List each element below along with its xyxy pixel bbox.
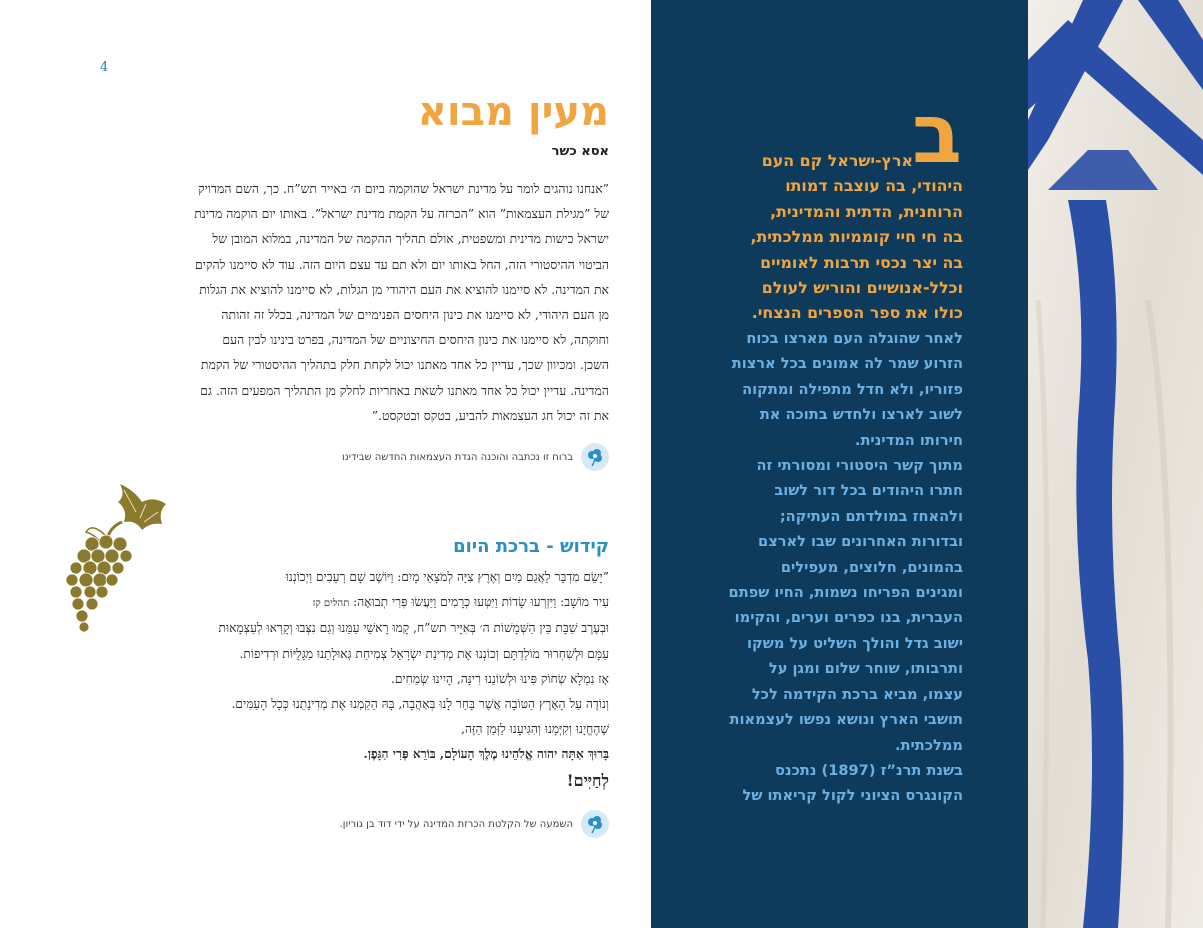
note-recording [340,810,609,838]
declaration-line: לשוב לארצו ולחדש בתוכה את [759,406,963,424]
author-name: אסא כשר [551,144,609,159]
intro-paragraph [103,176,609,428]
declaration-line: בה חי חיי קוממיות ממלכתית, [750,227,963,247]
declaration-opening [701,148,963,326]
kiddush-text [109,565,609,793]
kiddush-line: שֶׁהֶחֱיָנוּ וְקִיְּמָנוּ וְהִגִּיעָנוּ לַזְּמַן הַזֶּה, [461,722,609,737]
flower-badge-icon [581,810,609,838]
kiddush-line: וְנוֹדֶה עַל הָאָרֶץ הַטּוֹבָה אֲשֶׁר בָּחַר לָנוּ בְּאַהֲבָה, בָּהּ הֵקַמְנוּ אֶת מְדִינָתֵנוּ כְּכָל הָעַמִּים. [231,697,609,712]
note-text: ברוח זו נכתבה והוכנה הגדת העצמאות החדשה שבידינו [342,451,573,463]
kiddush-line-text: עִיר מוֹשָׁב: וַיִּזְרְעוּ שָׂדוֹת וַיִּטְּעוּ כְרָמִים וַיַּעֲשׂוּ פְּרִי תְבוּאָה: [353,595,609,610]
declaration-line: ובדורות האחרונים שבו לארצם [758,533,963,551]
page-number: 4 [100,60,109,75]
kiddush-line: עַמָּם וּלְשִׁחְרוּר מוֹלַדְתָּם וְכוֹנְנוּ אֶת מְדִינַת יִשְׂרָאֵל צְמִיחַת גְּאוּלָתֵנוּ מִגָּלֻיּוֹת וּרְדִיפוֹת. [239,646,609,661]
kiddush-title: קידוש - ברכת היום [453,536,609,557]
declaration-line: וכלל-אנושיים והוריש לעולם [761,278,963,298]
note-text: השמעה של הקלטת הכרזת המדינה על ידי דוד בן גוריון. [339,818,573,830]
kiddush-line [109,590,609,616]
kiddush-line: אָז נִמְלָא שְׂחוֹק פִּינוּ וּלְשׁוֹנֵנוּ רִינָּה, הָיִינוּ שְׂמֵחִים. [390,671,609,686]
intro-line: ישראל כישות מדינית ומשפטית, אולם תהליך ההקמה של המדינה, במלוא המובן של [212,231,609,247]
intro-line: מן העם היהודי, לא סיימנו את כינון היחסים הפנימיים של המדינה, בכלל זה זהותה [221,307,609,323]
declaration-line: הזרוע שמר לה אמונים בכל ארצות [731,355,963,373]
kiddush-blessing: בָּרוּךְ אַתָּה יהוה אֱלֹהֵינוּ מֶלֶךְ הָעוֹלָם, בּוֹרֵא פְּרִי הַגָּפֶן. [363,747,609,762]
declaration-line: חתרו היהודים בכל דור לשוב [774,482,963,500]
declaration-line: הקונגרס הציוני לקול קריאתו של [742,787,963,805]
flower-badge-icon [581,443,609,471]
kiddush-line: וּבְעֶרֶב שַׁבָּת בֵּין הַשְּׁמָשׁוֹת ה׳ בְּאִיָּיר תש”ח, קָמוּ רָאשֵׁי עַמֵּנוּ וְגַם נִצְּבוּ וְקָרְאוּ לְעַצְמָאוּת [218,621,609,636]
declaration-line: ולהאחז במולדתם העתיקה; [779,507,963,525]
intro-line: הביטוי ההיסטורי הזה, החל באותו יום ולא תם עד עצם היום הזה. עוד לא סיימנו להקים [194,256,609,272]
intro-line: של ”מגילת העצמאות” הוא ”הכרזה על הקמת מדינת ישראל”. באותו יום הוקמה מדינת [194,206,609,222]
declaration-line: ישוב גדל והולך השליט על משקו [747,634,963,652]
note-spirit [342,443,609,471]
declaration-line: העברית, בנו כפרים וערים, והקימו [734,609,963,627]
flag-fabric-illustration [1028,0,1203,928]
page-title: מעין מבוא [417,89,609,135]
declaration-line: עצמו, מביא ברכת הקידמה לכל [751,685,963,703]
intro-line: השכן. ומכיוון שכך, עדיין כל אחד מאתנו יכול לקחת חלק בתהליך ההיסטורי של הקמת [200,357,609,373]
declaration-line: פזוריו, ולא חדל מתפילה ומתקוה [742,380,963,398]
declaration-line: תושבי הארץ ונושא נפשו לעצמאות [729,711,963,729]
declaration-line: מתוך קשר היסטורי ומסורתי זה [756,457,963,475]
declaration-line: ומגינים הפריחו נשמות, החיו שפתם [728,584,963,602]
intro-line: את המדינה. לא סיימנו להוציא את העם היהודי מן הגלות, לא סיימנו להוציא את הגלות [199,281,609,297]
declaration-body [701,326,963,809]
declaration-line: בה יצר נכסי תרבות לאומיים [760,252,963,272]
declaration-line: חירותו המדינית. [854,431,963,449]
declaration-line: ותרבותו, שוחר שלום ומגן על [768,660,963,678]
declaration-line: בהמונים, חלוצים, מעפילים [780,558,963,576]
intro-line: המדינה. עדיין יכול כל אחד מאתנו לשאת באחריות לחלק מן התהליך המפעים הזה. גם [200,382,609,398]
intro-line: וחוקתה, לא סיימנו את כינון היחסים החיצוניים של המדינה, בפרט בינינו לבין העם [222,332,609,348]
flag-photo [1028,0,1203,928]
declaration-line: בשנת תרנ”ז (1897) נתכנס [775,761,963,779]
declaration-line: לאחר שהוגלה העם מארצו בכוח [746,330,963,347]
declaration-line: ממלכתית. [895,736,963,754]
drop-cap: ב [912,87,963,182]
kiddush-reference: תהלים קז [312,598,350,610]
intro-line: ”אנחנו נוהגים לומר על מדינת ישראל שהוקמה ביום ה׳ באייר תש”ח. כך, השם המדויק [197,181,609,196]
declaration-line: היהודי, בה עוצבה דמותו [785,176,963,196]
declaration-line: ארץ-ישראל קם העם [761,151,913,170]
declaration-line: הרוחנית, הדתית והמדינית, [770,201,963,221]
declaration-line: כולו את ספר הספרים הנצחי. [751,303,963,323]
intro-line: את זה יכול חג העצמאות להביע, בטקס ובטקסט.” [371,407,609,423]
kiddush-line: ”יָשֵׂם מִדְבָּר לַאֲגַם מַיִם וְאֶרֶץ צִיָּה לְמֹצָאֵי מָיִם: וַיּוֹשֶׁב שָׁם רְעֵבִים וַיְכוֹנְנוּ [285,570,609,584]
kiddush-lechaim: לְחַיִּים! [566,770,609,790]
